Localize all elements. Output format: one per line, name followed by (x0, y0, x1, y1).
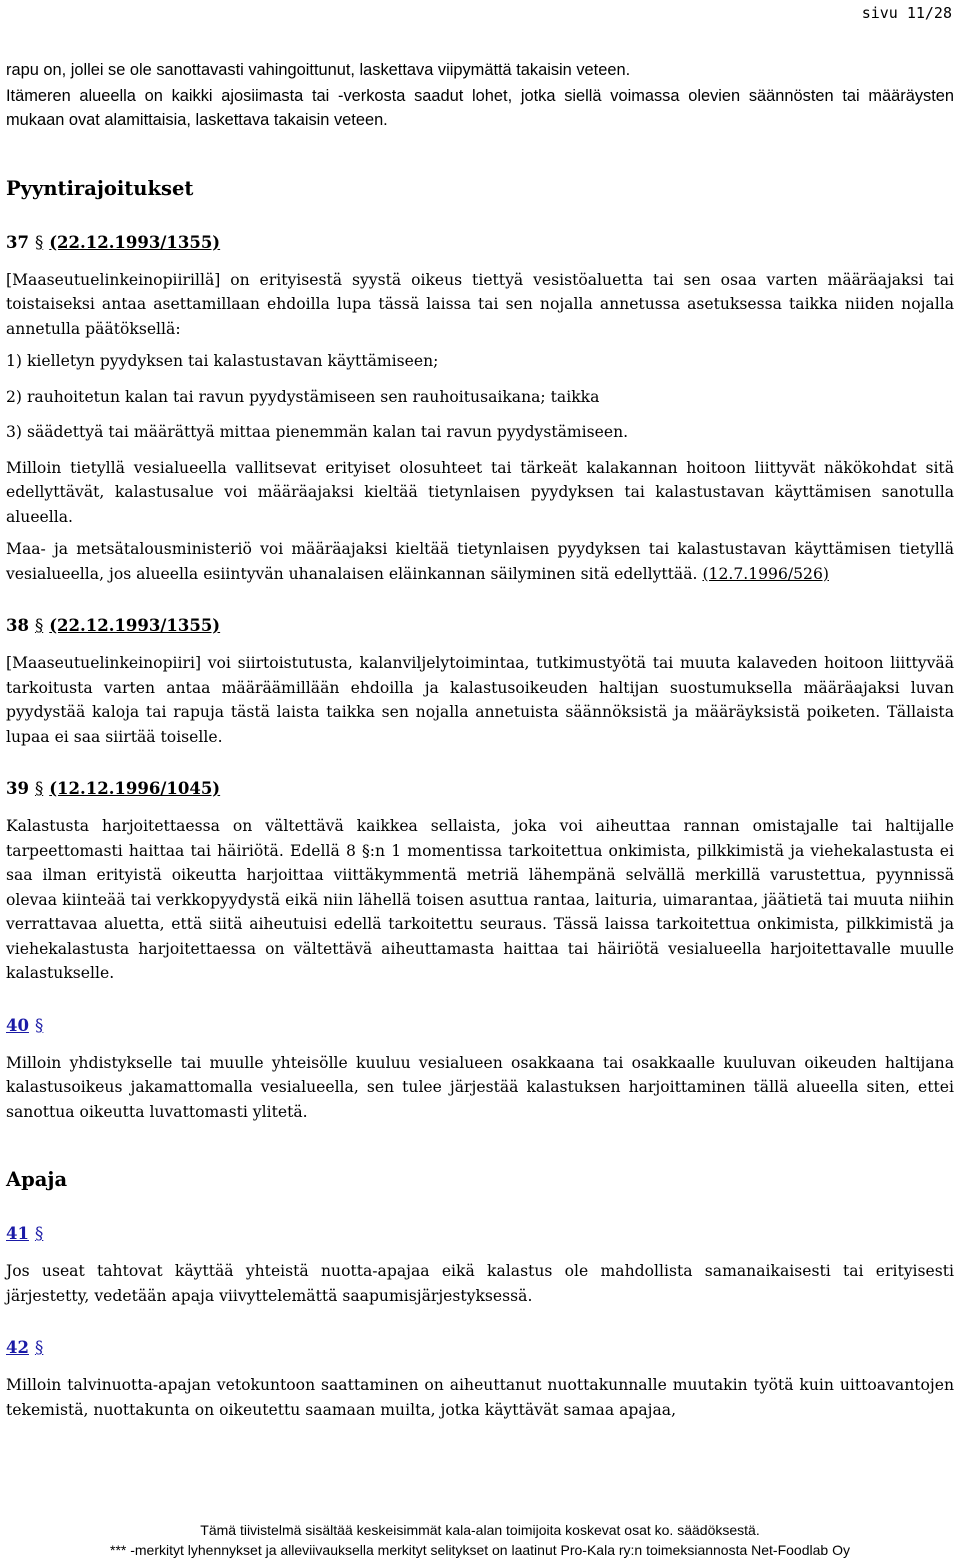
section-mark-icon: § (34, 616, 44, 635)
s37-paragraph-1: [Maaseutuelinkeinopiirillä] on erityisestä syystä oikeus tiettyä vesistöaluetta tai sen osaa varten määräajaksi tai toistaiseksi antaa asettamillaan ehdoilla lupa tässä laissa tai sen nojalla annetussa asetuksessa taikka niiden nojalla annetulla päätöksellä: (6, 270, 954, 338)
section-42-link[interactable] (6, 1338, 43, 1357)
s37-paragraph-3-text: Maa- ja metsätalousministeriö voi määräajaksi kieltää tietynlaisen pyydyksen tai kalastustavan käyttämisen tietyllä vesialueella, jos alueella esiintyvän uhanalaisen eläinkannan säilyminen sitä edellyttää. (6, 540, 954, 583)
s42-paragraph-1: Milloin talvinuotta-apajan vetokuntoon saattaminen on aiheuttanut nuottakunnalle muutakin työtä kuin uittoavantojen tekemistä, nuottakunta on oikeutettu saamaan muilta, jotka käyttävät samaa apajaa, (6, 1376, 954, 1419)
s38-paragraph-1: [Maaseutuelinkeinopiiri] voi siirtoistutusta, kalanviljelytoimintaa, tutkimustyötä tai muuta kalaveden hoitoon liittyvää tarkoitusta varten antaa määräämillään ehdoilla ja kalastusoikeuden haltijan suostumuksella määräajaksi luvan pyydystää kaloja tai rapuja tästä laista taikka sen nojalla annetuista säännöksistä ja määräyksistä poiketen. Tällaista lupaa ei saa siirtää toiselle. (6, 654, 954, 746)
amendment-link[interactable]: (22.12.1993/1355) (49, 232, 221, 252)
s37-list (6, 349, 954, 445)
section-number: 37 (6, 232, 29, 252)
amendment-link[interactable]: (22.12.1993/1355) (49, 616, 221, 635)
section-number: 42 (6, 1338, 29, 1357)
footer-line-2: *** -merkityt lyhennykset ja alleviivauksella merkityt selitykset on laatinut Pro-Kala ry:n toimeksiannosta Net-Foodlab Oy (110, 1542, 850, 1558)
s40-paragraph-1: Milloin yhdistykselle tai muulle yhteisölle kuuluu vesialueen osakkaana tai osakkaalle kuuluvan oikeuden haltijana kalastusoikeus jakamattomalla vesialueella, sen tulee järjestää kalastuksen harjoittaminen tällä alueella siten, ettei sanottua oikeutta luvattomasti ylitetä. (6, 1053, 954, 1121)
amendment-link[interactable]: (12.12.1996/1045) (49, 779, 221, 798)
list-item: 2) rauhoitetun kalan tai ravun pyydystämiseen sen rauhoitusaikana; taikka (6, 387, 600, 406)
list-item: 3) säädettyä tai määrättyä mittaa pienemmän kalan tai ravun pyydystämiseen. (6, 423, 629, 441)
section-number: 38 (6, 616, 29, 635)
section-mark-icon: § (34, 1224, 44, 1243)
section-40-link[interactable] (6, 1016, 43, 1035)
document-body (6, 58, 954, 1430)
section-38-header (6, 614, 954, 638)
page-footer (0, 1520, 960, 1560)
section-42-header (6, 1336, 954, 1360)
amendment-link-inline[interactable]: (12.7.1996/526) (702, 564, 829, 583)
s37-paragraph-3 (6, 537, 954, 586)
section-40-header (6, 1014, 954, 1038)
section-41-link[interactable] (6, 1224, 43, 1243)
section-41-header (6, 1222, 954, 1246)
section-37-header (6, 231, 954, 255)
section-39-header (6, 777, 954, 801)
section-number: 41 (6, 1224, 29, 1243)
section-mark-icon: § (34, 232, 44, 252)
list-item: 1) kielletyn pyydyksen tai kalastustavan käyttämiseen; (6, 352, 439, 370)
footer-line-1: Tämä tiivistelmä sisältää keskeisimmät kala-alan toimijoita koskevat osat ko. säädöksestä. (200, 1522, 760, 1538)
s39-paragraph-1: Kalastusta harjoitettaessa on vältettävä kaikkea sellaista, joka voi aiheuttaa rannan omistajalle tai haltijalle tarpeettomasti haittaa tai häiriötä. Edellä 8 §:n 1 momentissa tarkoitettua onkimista, pilkkimistä ja viehekalastusta ei saa ilman erityistä oikeutta harjoittaa viittäkymmentä metriä lähempänä selvällä merkillä varustettua, pyynnissä olevaa kiinteää tai verkkopyydystä eikä niin lähellä toisen asuttua rantaa, laituria, uimarantaa, jäätietä tai muuta niihin verrattavaa aluetta, että siitä aiheutuisi edellä tarkoitettu seuraus. Tässä laissa tarkoitettua onkimista, pilkkimistä ja viehekalastusta harjoitettaessa on vältettävä aiheuttamasta haittaa tai häiriötä vesialueella harjoitettavalle muulle kalastukselle. (6, 817, 954, 982)
intro-line-1: rapu on, jollei se ole sanottavasti vahingoittunut, laskettava viipymättä takaisin veteen. (6, 61, 631, 79)
page-number: sivu 11/28 (861, 4, 952, 22)
section-number: 39 (6, 779, 29, 798)
section-mark-icon: § (34, 1015, 44, 1035)
s41-paragraph-1: Jos useat tahtovat käyttää yhteistä nuotta-apajaa eikä kalastus ole mahdollista samanaikaisesti tai erityisesti järjestetty, vedetään apaja viivyttelemättä saapumisjärjestyksessä. (6, 1262, 954, 1305)
intro-line-2: Itämeren alueella on kaikki ajosiimasta tai -verkosta saadut lohet, jotka siellä voimassa olevien säännösten tai määräysten mukaan ovat alamittaisia, laskettava takaisin veteen. (6, 86, 954, 129)
heading-apaja: Apaja (6, 1168, 68, 1191)
section-mark-icon: § (34, 1338, 44, 1357)
section-number: 40 (6, 1015, 29, 1035)
s37-paragraph-2: Milloin tietyllä vesialueella vallitsevat erityiset olosuhteet tai tärkeät kalakannan hoitoon liittyvät näkökohdat sitä edellyttävät, kalastusalue voi määräajaksi kieltää tietynlaisen pyydyksen tai kalastustavan käyttämisen sanotulla alueella. (6, 458, 954, 526)
heading-pyyntirajoitukset: Pyyntirajoitukset (6, 176, 194, 200)
section-mark-icon: § (34, 779, 44, 798)
